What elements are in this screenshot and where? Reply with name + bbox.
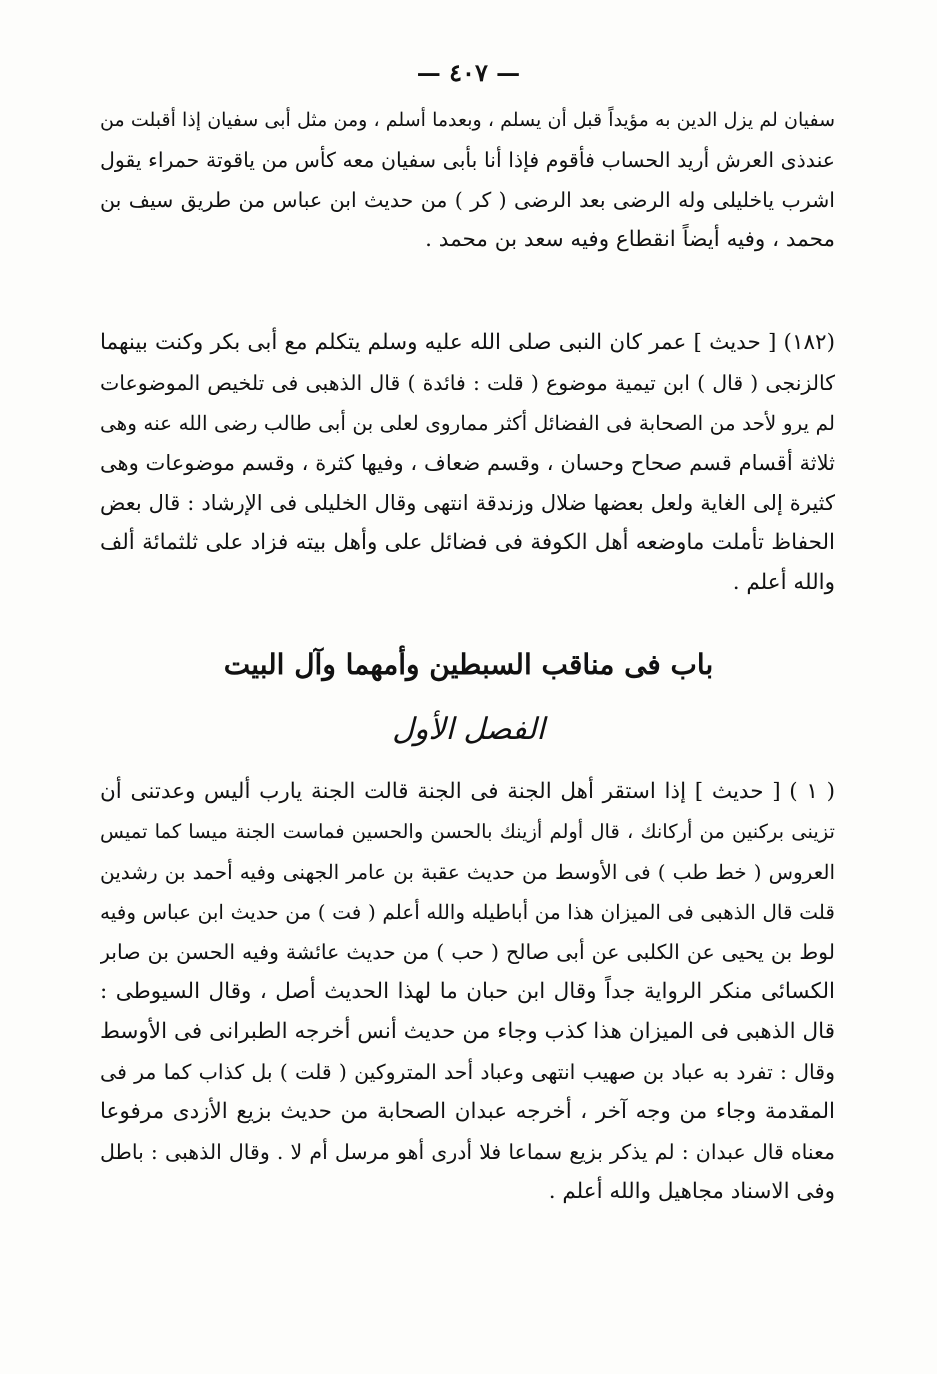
text-line: وفى الاسناد مجاهيل والله أعلم .: [548, 1179, 835, 1204]
paragraph-hadith-182: [100, 323, 835, 603]
text-line: سفيان لم يزل الدين به مؤيداً قبل أن يسلم ، وبعدما أسلم ، ومن مثل أبى سفيان إذا أقبلت من: [100, 109, 835, 131]
text-line: المقدمة وجاء من وجه آخر ، أخرجه عبدان الصحابة من حديث بزيع الأزدى مرفوعا: [100, 1099, 835, 1124]
text-line: معناه قال عبدان : لم يذكر بزيع سماعا فلا أدرى أهو مرسل أم لا . وقال الذهبى : باطل: [100, 1140, 835, 1164]
text-line: كثيرة إلى الغاية ولعل بعضها ضلال وزندقة انتهى وقال الخليلى فى الإرشاد : قال بعض: [100, 491, 835, 515]
text-line: الكسائى منكر الرواية جداً وقال ابن حبان ما لهذا الحديث أصل ، وقال السيوطى :: [100, 979, 835, 1004]
text-line: والله أعلم .: [732, 570, 835, 595]
chapter-heading: باب فى مناقب السبطين وأمهما وآل البيت: [223, 648, 714, 681]
paragraph-hadith-continuation: [100, 100, 835, 260]
text-line: تزينى بركنين من أركانك ، قال أولم أزينك بالحسن والحسين فماست الجنة ميسا كما تميس: [100, 820, 835, 843]
section-heading: الفصل الأول: [392, 712, 545, 747]
text-line: الحفاظ تأملت ماوضعه أهل الكوفة فى فضائل على وأهل بيته فزاد على ثلثمائة ألف: [100, 530, 835, 555]
text-line: لوط بن يحيى عن الكلبى عن أبى صالح ( حب ) من حديث عائشة وفيه الحسن بن صابر: [100, 940, 835, 964]
text-line: وقال : تفرد به عباد بن صهيب انتهى وعباد أحد المتروكين ( قلت ) بل كذاب كما مر فى: [100, 1060, 835, 1084]
text-line: (١٨٢) [ حديث ] عمر كان النبى صلى الله عليه وسلم يتكلم مع أبى بكر وكنت بينهما: [100, 330, 835, 355]
text-line: كالزنجى ( قال ) ابن تيمية موضوع ( قلت : فائدة ) قال الذهبى فى تلخيص الموضوعات: [100, 371, 835, 395]
page-number: — ٤٠٧ —: [416, 58, 521, 87]
text-line: ثلاثة أقسام قسم صحاح وحسان ، وقسم ضعاف ، وفيها كثرة ، وقسم موضوعات وهى: [100, 451, 835, 475]
paragraph-hadith-1: [100, 772, 835, 1212]
text-line: عندذى العرش أريد الحساب فأقوم فإذا أنا بأبى سفيان معه كأس من ياقوتة حمراء يقول: [100, 148, 835, 172]
text-line: قلت قال الذهبى فى الميزان هذا من أباطيله والله أعلم ( فت ) من حديث ابن عباس وفيه: [100, 900, 835, 924]
text-line: ( ١ ) [ حديث ] إذا استقر أهل الجنة فى الجنة قالت الجنة يارب أليس وعدتنى أن: [100, 779, 835, 804]
text-line: محمد ، وفيه أيضاً انقطاع وفيه سعد بن محمد .: [425, 227, 835, 252]
text-line: اشرب ياخليلى وله الرضى بعد الرضى ( كر ) من حديث ابن عباس من طريق سيف بن: [100, 188, 835, 212]
text-line: العروس ( خط طب ) فى الأوسط من حديث عقبة بن عامر الجهنى وفيه أحمد بن رشدين: [100, 860, 835, 884]
text-line: قال الذهبى فى الميزان هذا كذب وجاء من حديث أنس أخرجه الطبرانى فى الأوسط: [100, 1019, 835, 1044]
text-line: لم يرو لأحد من الصحابة فى الفضائل أكثر مماروى لعلى بن أبى طالب رضى الله عنه وهى: [100, 411, 835, 435]
